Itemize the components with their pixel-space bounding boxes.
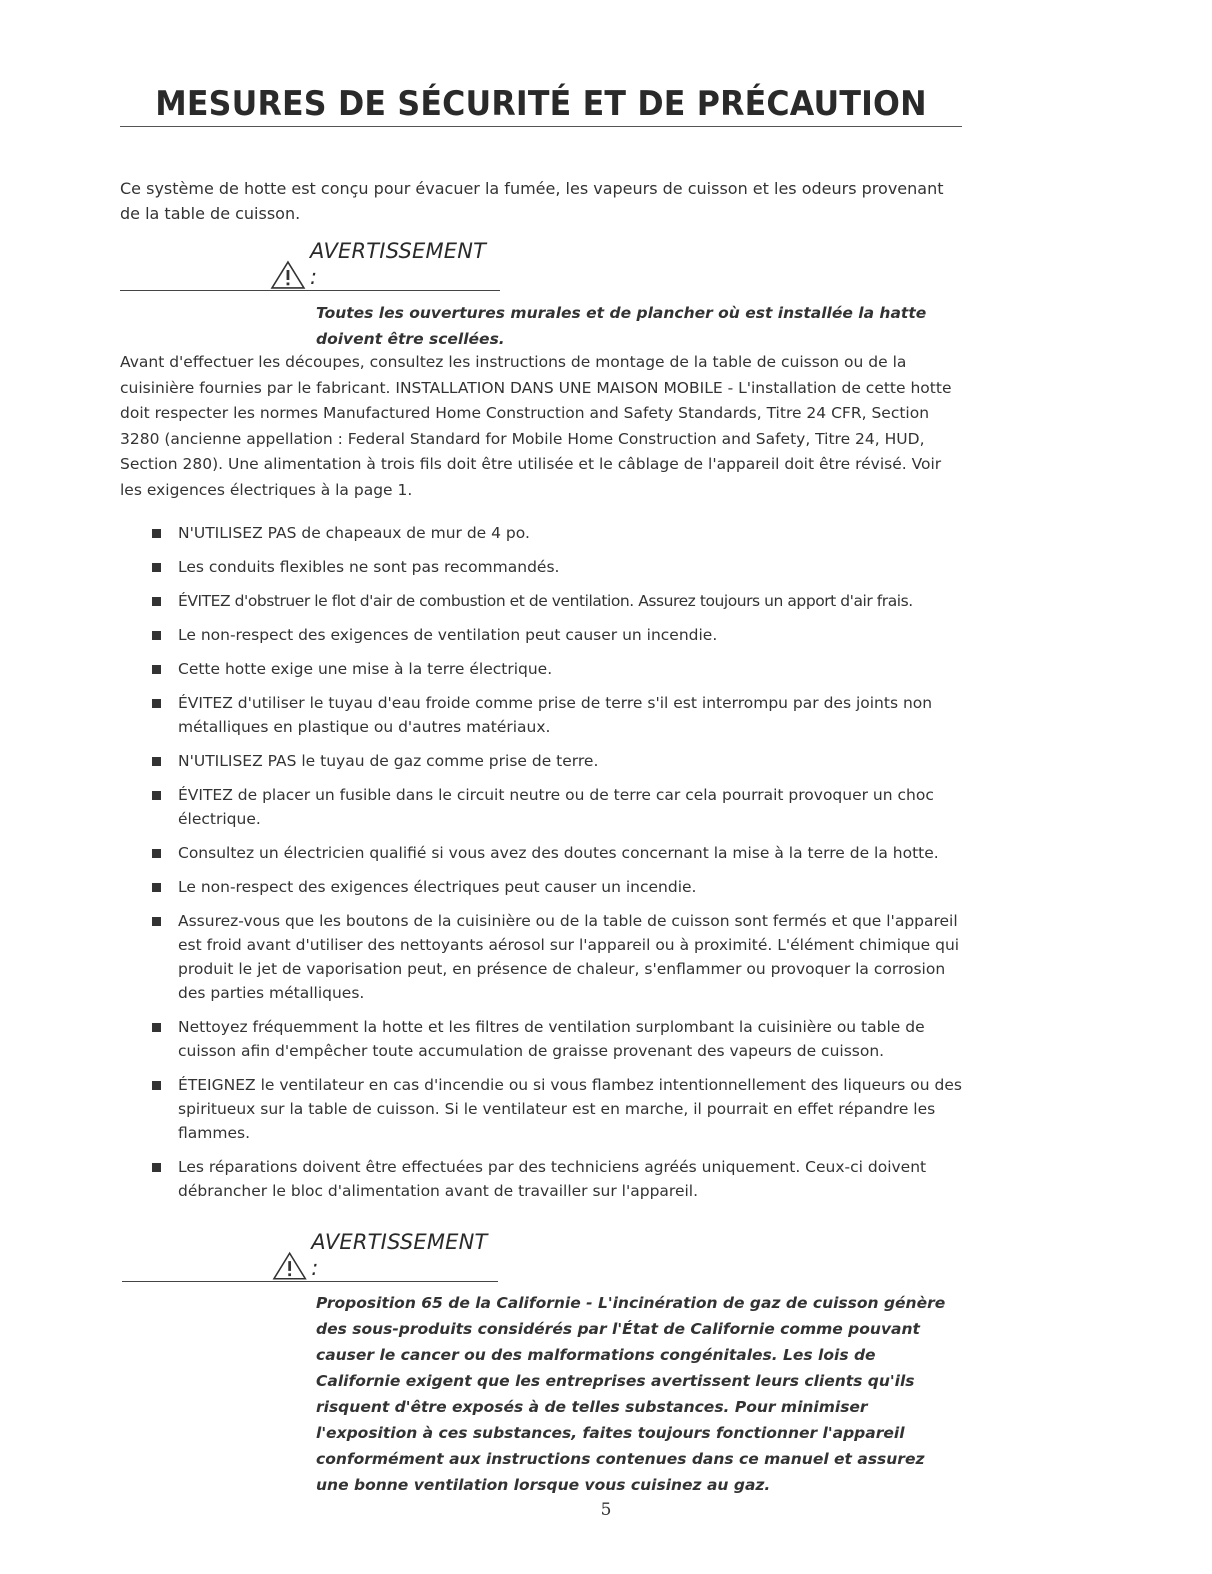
bullet-square-icon [152,665,161,674]
list-item: ÉTEIGNEZ le ventilateur en cas d'incendie ou si vous flambez intentionnellement des liqueurs ou des spiritueux sur la table de cuisson. Si le ventilateur est en marche, il pourrait en effet répandre les flammes. [152,1073,962,1145]
bullet-square-icon [152,1081,161,1090]
bullet-square-icon [152,791,161,800]
bullet-square-icon [152,529,161,538]
intro-paragraph: Ce système de hotte est conçu pour évacuer la fumée, les vapeurs de cuisson et les odeurs provenant de la table de cuisson. [120,179,944,223]
list-item: Le non-respect des exigences de ventilation peut causer un incendie. [152,623,962,647]
installation-paragraph: Avant d'effectuer les découpes, consultez les instructions de montage de la table de cuisson ou de la cuisinière fournies par le fabricant. INSTALLATION DANS UNE MAISON MOBILE - L'installation de cette hotte doit respecter les normes Manufactured Home Construction and Safety Standards, Titre 24 CFR, Section 3280 (ancienne appellation : Federal Standard for Mobile Home Construction and Safety, Titre 24, HUD, Section 280). Une alimentation à trois fils doit être utilisée et le câblage de l'appareil doit être révisé. Voir les exigences électriques à la page 1. [120,353,952,499]
list-item: Les réparations doivent être effectuées par des techniciens agréés uniquement. Ceux-ci doivent débrancher le bloc d'alimentation avant de travailler sur l'appareil. [152,1155,962,1203]
safety-bullet-list [152,521,962,1213]
warning-heading-2 [122,1230,498,1282]
warning-text-1: Toutes les ouvertures murales et de plancher où est installée la hatte doivent être scellées. [316,304,927,348]
list-item: ÉVITEZ d'obstruer le flot d'air de combustion et de ventilation. Assurez toujours un apport d'air frais. [152,589,962,613]
bullet-square-icon [152,631,161,640]
list-item: N'UTILISEZ PAS de chapeaux de mur de 4 po. [152,521,962,545]
page-number: 5 [600,1500,612,1520]
warning-triangle-icon [272,1251,307,1281]
list-item: Les conduits flexibles ne sont pas recommandés. [152,555,962,579]
list-item: ÉVITEZ de placer un fusible dans le circuit neutre ou de terre car cela pourrait provoquer un choc électrique. [152,783,962,831]
list-item: Consultez un électricien qualifié si vous avez des doutes concernant la mise à la terre de la hotte. [152,841,962,865]
list-item: Le non-respect des exigences électriques peut causer un incendie. [152,875,962,899]
bullet-square-icon [152,699,161,708]
page-title-block [120,82,962,127]
list-item: Nettoyez fréquemment la hotte et les filtres de ventilation surplombant la cuisinière ou table de cuisson afin d'empêcher toute accumulation de graisse provenant des vapeurs de cuisson. [152,1015,962,1063]
bullet-square-icon [152,1163,161,1172]
page-title: MESURES DE SÉCURITÉ ET DE PRÉCAUTION [155,84,927,124]
warning-text-2: Proposition 65 de la Californie - L'incinération de gaz de cuisson génère des sous-produits considérés par l'État de Californie comme pouvant causer le cancer ou des malformations congénitales. Les lois de Californie exigent que les entreprises avertissent leurs clients qu'ils risquent d'être exposés à de telles substances. Pour minimiser l'exposition à ces substances, faites toujours fonctionner l'appareil conformément aux instructions contenues dans ce manuel et assurez une bonne ventilation lorsque vous cuisinez au gaz. [316,1294,946,1494]
list-item: Cette hotte exige une mise à la terre électrique. [152,657,962,681]
bullet-square-icon [152,757,161,766]
warning-label: AVERTISSEMENT : [311,1230,488,1280]
list-item: Assurez-vous que les boutons de la cuisinière ou de la table de cuisson sont fermés et que l'appareil est froid avant d'utiliser des nettoyants aérosol sur l'appareil ou à proximité. L'élément chimique qui produit le jet de vaporisation peut, en présence de chaleur, s'enflammer ou provoquer la corrosion des parties métalliques. [152,909,962,1005]
bullet-square-icon [152,883,161,892]
bullet-square-icon [152,563,161,572]
bullet-square-icon [152,849,161,858]
warning-label: AVERTISSEMENT : [309,239,487,289]
bullet-square-icon [152,1023,161,1032]
warning-triangle-icon [270,260,306,290]
list-item: ÉVITEZ d'utiliser le tuyau d'eau froide comme prise de terre s'il est interrompu par des joints non métalliques en plastique ou d'autres matériaux. [152,691,962,739]
warning-heading-1 [120,239,500,291]
bullet-square-icon [152,597,161,606]
list-item: N'UTILISEZ PAS le tuyau de gaz comme prise de terre. [152,749,962,773]
bullet-square-icon [152,917,161,926]
